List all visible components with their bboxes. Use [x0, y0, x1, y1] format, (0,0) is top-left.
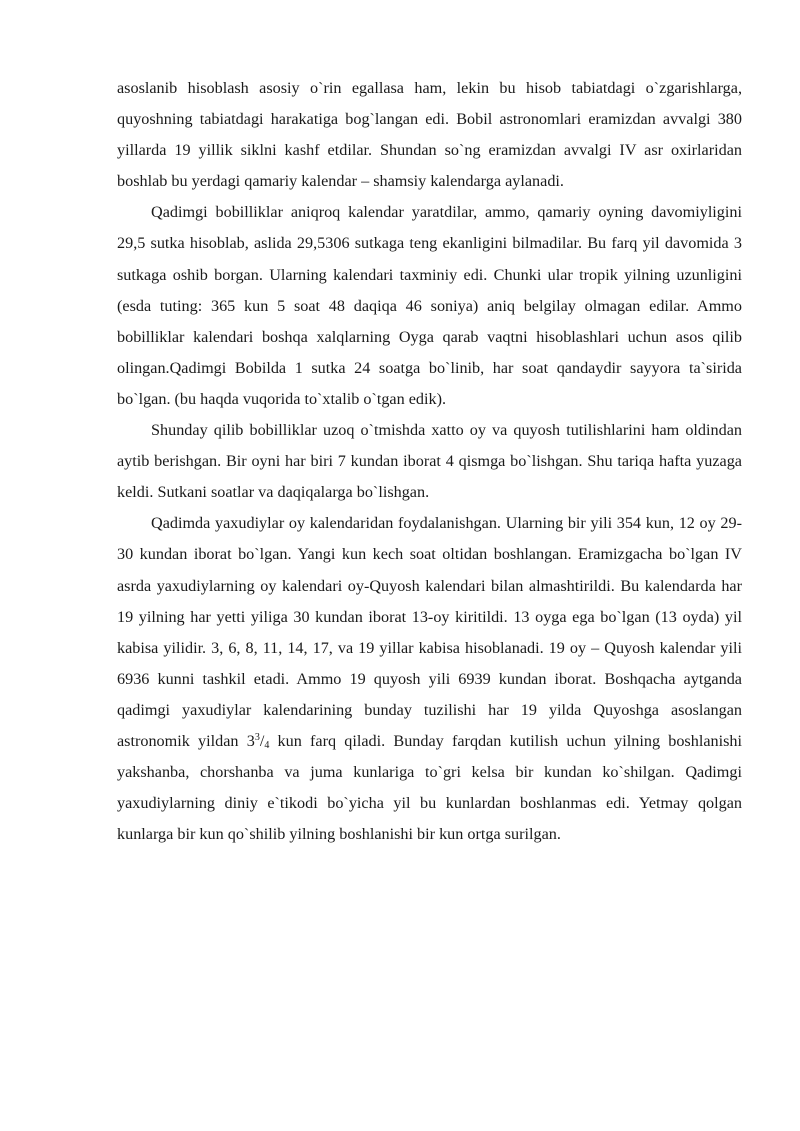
document-body — [117, 73, 742, 850]
fraction-separator: / — [259, 731, 265, 750]
paragraph-4 — [117, 508, 742, 850]
fraction-denominator: 4 — [264, 739, 270, 751]
paragraph-2: Qadimgi bobilliklar aniqroq kalendar yaratdilar, ammo, qamariy oyning davomiyligini 29,5 sutka hisoblab, aslida 29,5306 sutkaga teng ekanligini bilmadilar. Bu farq yil davomida 3 sutkaga oshib borgan. Ularning kalendari taxminiy edi. Chunki ular tropik yilning uzunligini (esda tuting: 365 kun 5 soat 48 daqiqa 46 soniya) aniq belgilay olmagan edilar. Ammo bobilliklar kalendari boshqa xalqlarning Oyga qarab vaqtni hisoblashlari uchun asos qilib olingan.Qadimgi Bobilda 1 sutka 24 soatga bo`linib, har soat qandaydir sayyora ta`sirida bo`lgan. (bu haqda vuqorida to`xtalib o`tgan edik). — [117, 203, 742, 408]
paragraph-4-text-after: kun farq qiladi. Bunday farqdan kutilish uchun yilning boshlanishi yakshanba, chorshanba va juma kunlariga to`gri kelsa bir kundan ko`shilgan. Qadimgi yaxudiylarning diniy e`tikodi bo`yicha yil bu kunlardan boshlanmas edi. Yetmay qolgan kunlarga bir kun qo`shilib yilning boshlanishi bir kun ortga surilgan. — [117, 731, 742, 844]
paragraph-1: asoslanib hisoblash asosiy o`rin egallasa ham, lekin bu hisob tabiatdagi o`zgarishlarga, quyoshning tabiatdagi harakatiga bog`langan edi. Bobil astronomlari eramizdan avvalgi 380 yillarda 19 yillik siklni kashf etdilar. Shundan so`ng eramizdan avvalgi IV asr oxirlaridan boshlab bu yerdagi qamariy kalendar – shamsiy kalendarga aylanadi. — [117, 79, 742, 191]
paragraph-4-text-before: Qadimda yaxudiylar oy kalendaridan foydalanishgan. Ularning bir yili 354 kun, 12 oy 29-30 kundan iborat bo`lgan. Yangi kun kech soat oltidan boshlangan. Eramizgacha bo`lgan IV asrda yaxudiylarning oy kalendari oy-Quyosh kalendari bilan almashtirildi. Bu kalendarda har 19 yilning har yetti yiliga 30 kundan iborat 13-oy kiritildi. 13 oyga ega bo`lgan (13 oyda) yil kabisa yilidir. 3, 6, 8, 11, 14, 17, va 19 yillar kabisa hisoblanadi. 19 oy – Quyosh kalendar yili 6936 kunni tashkil etadi. Ammo 19 quyosh yili 6939 kundan iborat. Boshqacha aytganda qadimgi yaxudiylar kalendarining bunday tuzilishi har 19 yilda Quyoshga asoslangan astronomik yildan — [117, 514, 742, 750]
fraction-whole: 3 — [246, 731, 255, 750]
paragraph-3: Shunday qilib bobilliklar uzoq o`tmishda xatto oy va quyosh tutilishlarini ham oldindan aytib berishgan. Bir oyni har biri 7 kundan iborat 4 qismga bo`lishgan. Shu tariqa hafta yuzaga keldi. Sutkani soatlar va daqiqalarga bo`lishgan. — [117, 421, 742, 502]
fraction-numerator: 3 — [254, 731, 260, 743]
